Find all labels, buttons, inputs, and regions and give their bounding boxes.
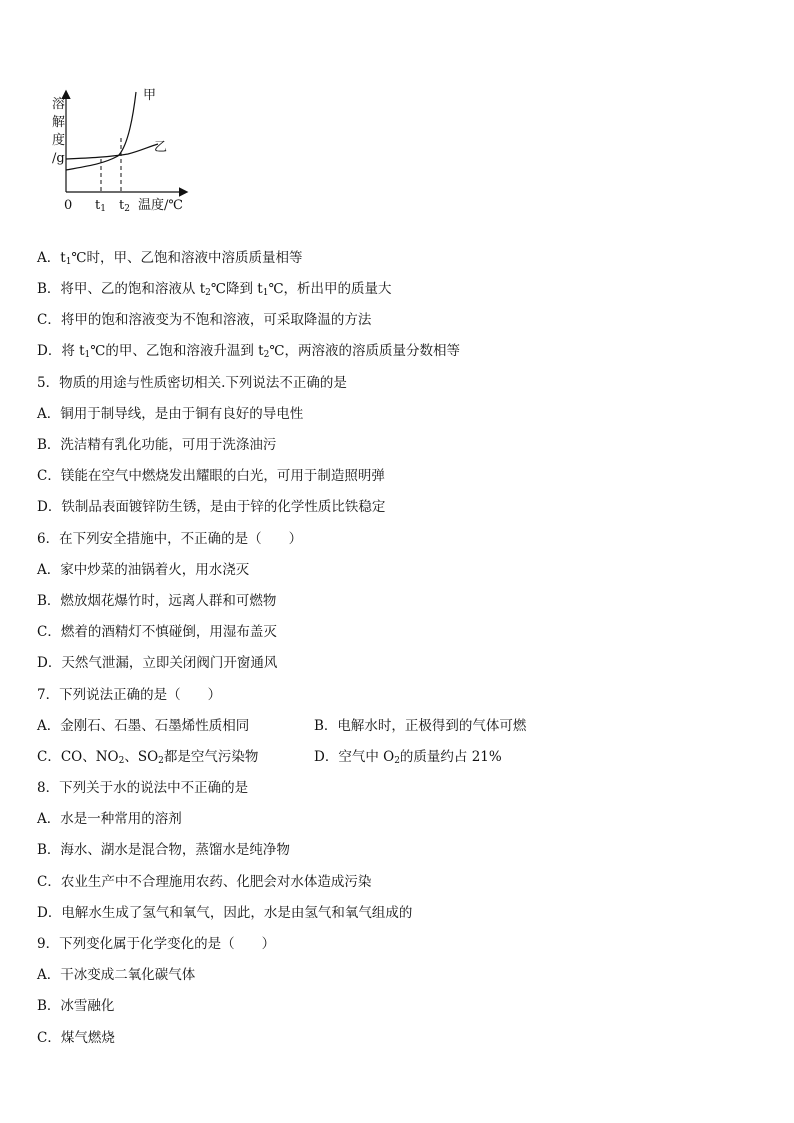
q6-stem: 6．在下列安全措施中，不正确的是（ ） bbox=[37, 531, 303, 547]
y-label-1: 溶 bbox=[52, 97, 66, 112]
q7-stem: 7．下列说法正确的是（ ） bbox=[37, 687, 222, 703]
q8-option-d: D．电解水生成了氢气和氧气，因此，水是由氢气和氧气组成的 bbox=[37, 905, 413, 921]
solubility-graph bbox=[48, 86, 198, 218]
q6-option-b: B．燃放烟花爆竹时，远离人群和可燃物 bbox=[37, 593, 277, 609]
q7-option-a: A．金刚石、石墨、石墨烯性质相同 bbox=[37, 718, 250, 734]
q7-option-c: C．CO、$NO_2$、$SO_2$都是空气污染物 bbox=[37, 749, 259, 766]
q5-option-b: B．洗洁精有乳化功能，可用于洗涤油污 bbox=[37, 437, 277, 453]
q9-stem: 9．下列变化属于化学变化的是（ ） bbox=[37, 936, 276, 952]
q7-option-d: D．空气中 $O_2$的质量约占 21% bbox=[314, 749, 502, 766]
q4-option-c: C．将甲的饱和溶液变为不饱和溶液，可采取降温的方法 bbox=[37, 312, 372, 328]
q9-option-b: B．冰雪融化 bbox=[37, 998, 115, 1014]
origin-label: 0 bbox=[64, 198, 73, 213]
q4-option-b: B．将甲、乙的饱和溶液从 $t_2℃$降到 $t_1℃$，析出甲的质量大 bbox=[37, 281, 392, 298]
curve-yi bbox=[66, 144, 158, 159]
q6-option-c: C．燃着的酒精灯不慎碰倒，用湿布盖灭 bbox=[37, 624, 277, 640]
q8-option-b: B．海水、湖水是混合物，蒸馏水是纯净物 bbox=[37, 842, 290, 858]
y-label-3: 度 bbox=[52, 133, 66, 148]
q8-stem: 8．下列关于水的说法中不正确的是 bbox=[37, 780, 249, 796]
q7-option-b: B．电解水时，正极得到的气体可燃 bbox=[314, 718, 527, 734]
q4-option-d: D．将 $t_1℃$的甲、乙饱和溶液升温到 $t_2℃$，两溶液的溶质质量分数相等 bbox=[37, 343, 460, 360]
q8-option-c: C．农业生产中不合理施用农药、化肥会对水体造成污染 bbox=[37, 874, 372, 890]
q4-option-a: A．$t_1℃$时，甲、乙饱和溶液中溶质质量相等 bbox=[37, 250, 303, 267]
q5-option-c: C．镁能在空气中燃烧发出耀眼的白光，可用于制造照明弹 bbox=[37, 468, 385, 484]
q5-stem: 5．物质的用途与性质密切相关.下列说法不正确的是 bbox=[37, 375, 347, 391]
q9-option-c: C．煤气燃烧 bbox=[37, 1030, 115, 1046]
jia-label: 甲 bbox=[143, 88, 157, 103]
yi-label: 乙 bbox=[154, 140, 168, 155]
q6-option-d: D．天然气泄漏，立即关闭阀门开窗通风 bbox=[37, 655, 278, 671]
q8-option-a: A．水是一种常用的溶剂 bbox=[37, 811, 182, 827]
t1-label: $t_1$ bbox=[95, 198, 106, 214]
q6-option-a: A．家中炒菜的油锅着火，用水浇灭 bbox=[37, 562, 250, 578]
q9-option-a: A．干冰变成二氧化碳气体 bbox=[37, 967, 196, 983]
x-axis-label: 温度/℃ bbox=[138, 198, 183, 213]
q5-option-d: D．铁制品表面镀锌防生锈，是由于锌的化学性质比铁稳定 bbox=[37, 499, 386, 515]
q5-option-a: A．铜用于制导线，是由于铜有良好的导电性 bbox=[37, 406, 304, 422]
y-label-2: 解 bbox=[52, 115, 66, 130]
t2-label: $t_2$ bbox=[119, 198, 130, 214]
y-label-4: /g bbox=[52, 151, 65, 166]
